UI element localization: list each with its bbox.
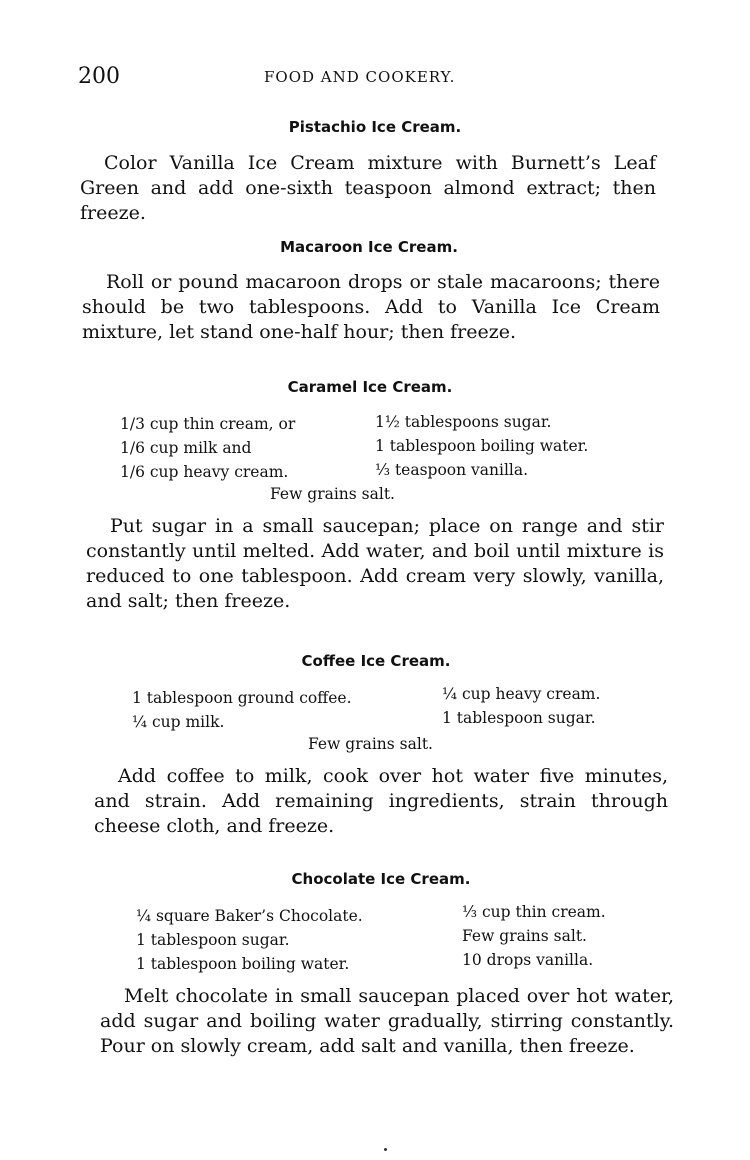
ingredient: 1½ tablespoons sugar. bbox=[375, 413, 552, 431]
running-head: FOOD AND COOKERY. bbox=[264, 68, 456, 86]
ingredient-list-left bbox=[136, 904, 363, 976]
ingredient-list-left bbox=[120, 412, 295, 484]
ingredient: 1/3 cup thin cream, or bbox=[120, 415, 296, 433]
recipe-title-pistachio: Pistachio Ice Cream. bbox=[288, 118, 462, 136]
ingredient: 1 tablespoon sugar. bbox=[136, 931, 290, 949]
ingredient: ¼ cup milk. bbox=[132, 713, 225, 731]
recipe-text-macaroon: Roll or pound macaroon drops or stale macaroons; there should be two tablespoons. Add to Vanilla Ice Cream mixture, let stand one-half hour; then freeze. bbox=[82, 271, 660, 343]
ingredient: ¼ square Baker’s Chocolate. bbox=[136, 907, 363, 925]
recipe-title-macaroon: Macaroon Ice Cream. bbox=[280, 238, 458, 256]
ingredient-centered: Few grains salt. bbox=[270, 485, 395, 503]
ingredient: ⅓ cup thin cream. bbox=[462, 903, 606, 921]
recipe-title-coffee: Coffee Ice Cream. bbox=[301, 652, 451, 670]
ingredient-list-right bbox=[375, 410, 588, 482]
ingredient: Few grains salt. bbox=[462, 927, 587, 945]
ingredient: ⅓ teaspoon vanilla. bbox=[375, 461, 529, 479]
recipe-title-caramel: Caramel Ice Cream. bbox=[287, 378, 453, 396]
page-number: 200 bbox=[78, 64, 120, 89]
ingredient: 1 tablespoon boiling water. bbox=[136, 955, 350, 973]
ingredient: 1/6 cup heavy cream. bbox=[120, 463, 289, 481]
ingredient: 1 tablespoon boiling water. bbox=[375, 437, 589, 455]
ingredient: 1 tablespoon sugar. bbox=[442, 709, 596, 727]
page-header bbox=[78, 64, 678, 94]
ingredient-list-right bbox=[442, 682, 600, 730]
ingredient-centered: Few grains salt. bbox=[308, 735, 433, 753]
recipe-text-chocolate: Melt chocolate in small saucepan placed over hot water, add sugar and boiling water gradually, stirring constantly. Pour on slowly cream, add salt and vanilla, then freeze. bbox=[100, 985, 674, 1057]
ingredient-list-left bbox=[132, 686, 352, 734]
ingredient: 1 tablespoon ground coffee. bbox=[132, 689, 352, 707]
recipe-text-pistachio: Color Vanilla Ice Cream mixture with Burnett’s Leaf Green and add one-sixth teaspoon almond extract; then freeze. bbox=[80, 152, 656, 224]
ingredient-list-right bbox=[462, 900, 606, 972]
ingredient: ¼ cup heavy cream. bbox=[442, 685, 601, 703]
recipe-text-caramel: Put sugar in a small saucepan; place on range and stir constantly until melted. Add water, and boil until mixture is reduced to one tablespoon. Add cream very slowly, vanilla, and salt; then freeze. bbox=[86, 515, 664, 612]
ingredient: 1/6 cup milk and bbox=[120, 439, 252, 457]
recipe-title-chocolate: Chocolate Ice Cream. bbox=[291, 870, 471, 888]
recipe-text-coffee: Add coffee to milk, cook over hot water five minutes, and strain. Add remaining ingredients, strain through cheese cloth, and freeze. bbox=[94, 765, 668, 837]
ingredient: 10 drops vanilla. bbox=[462, 951, 594, 969]
ink-speck bbox=[384, 1148, 387, 1151]
